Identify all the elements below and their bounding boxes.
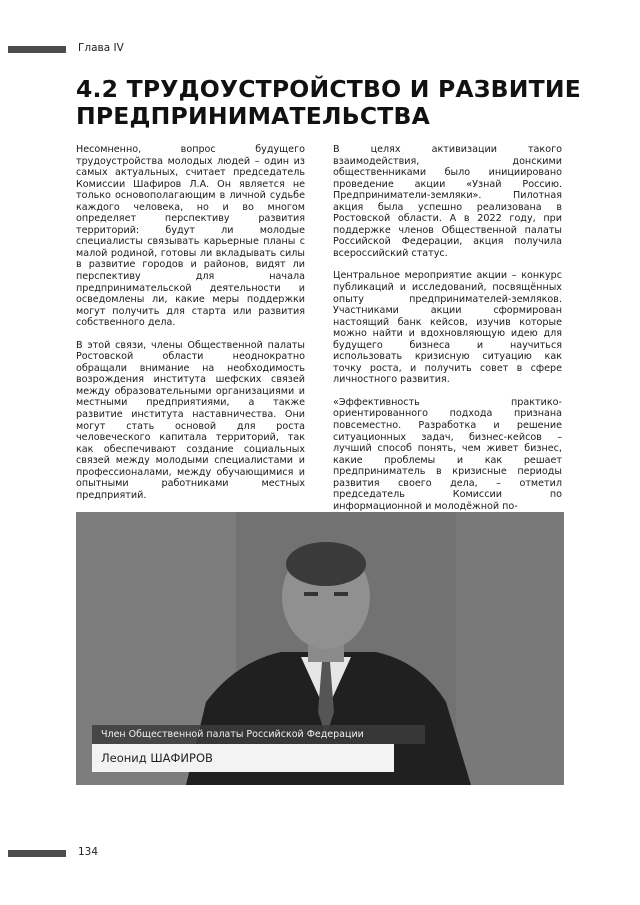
section-title-line-2: ПРЕДПРИНИМАТЕЛЬСТВА bbox=[76, 102, 431, 130]
photo-caption-name: Леонид ШАФИРОВ bbox=[92, 744, 394, 772]
paragraph: В этой связи, члены Общественной палаты Ростовской области неоднократно обращали внимание на необходимость возрождения института шефских связей между образовательными организациями и местными предприятиями, а также развитие института наставничества. Они могут стать основой для роста человеческого капитала территорий, так как обеспечивают создание социальных связей между молодыми специалистами и профессионалами, между обучающимися и опытными работниками местных предприятий. bbox=[76, 339, 305, 501]
section-title bbox=[76, 76, 596, 130]
right-column bbox=[333, 144, 562, 523]
chapter-label: Глава IV bbox=[78, 42, 124, 54]
section-title-line-1: 4.2 ТРУДОУСТРОЙСТВО И РАЗВИТИЕ bbox=[76, 75, 581, 103]
paragraph: «Эффективность практико-ориентированного подхода признана повсеместно. Разработка и решение ситуационных задач, бизнес-кейсов – лучший способ понять, чем живет бизнес, какие проблемы и как решает предприниматель в кризисные периоды развития своего дела, – отметил председатель Комиссии по информационной и молодёжной по- bbox=[333, 396, 562, 512]
header-bar bbox=[8, 46, 66, 53]
paragraph: Центральное мероприятие акции – конкурс публикаций и исследований, посвящённых опыту предпринимателей-земляков. Участниками акции сформирован настоящий банк кейсов, изучив которые можно найти и вдохновляющую идею для будущего бизнеса и научиться использовать кризисную ситуацию как точку роста, и получить совет в сфере личностного развития. bbox=[333, 270, 562, 386]
page-number: 134 bbox=[78, 846, 99, 858]
photo-caption-position: Член Общественной палаты Российской Федерации bbox=[92, 725, 425, 744]
paragraph: В целях активизации такого взаимодействия, донскими общественниками было инициировано проведение акции «Узнай Россию. Предприниматели-земляки». Пилотная акция была успешно реализована в Ростовской области. А в 2022 году, при поддержке членов Общественной палаты Российской Федерации, акция получила всероссийский статус. bbox=[333, 144, 562, 259]
speaker-photo bbox=[76, 512, 564, 785]
left-column bbox=[76, 144, 305, 512]
footer-bar bbox=[8, 850, 66, 857]
paragraph: Несомненно, вопрос будущего трудоустройства молодых людей – один из самых актуальных, считает председатель Комиссии Шафиров Л.А. Он является не только основополагающим в личной судьбе каждого человека, но и во многом определяет перспективу развития территорий: будут ли молодые специалисты связывать карьерные планы с малой родиной, готовы ли вкладывать силы в развитие городов и районов, видят ли перспективу для начала предпринимательской деятельности и осведомлены ли, какие меры поддержки могут получить для старта или развития собственного дела. bbox=[76, 144, 305, 329]
